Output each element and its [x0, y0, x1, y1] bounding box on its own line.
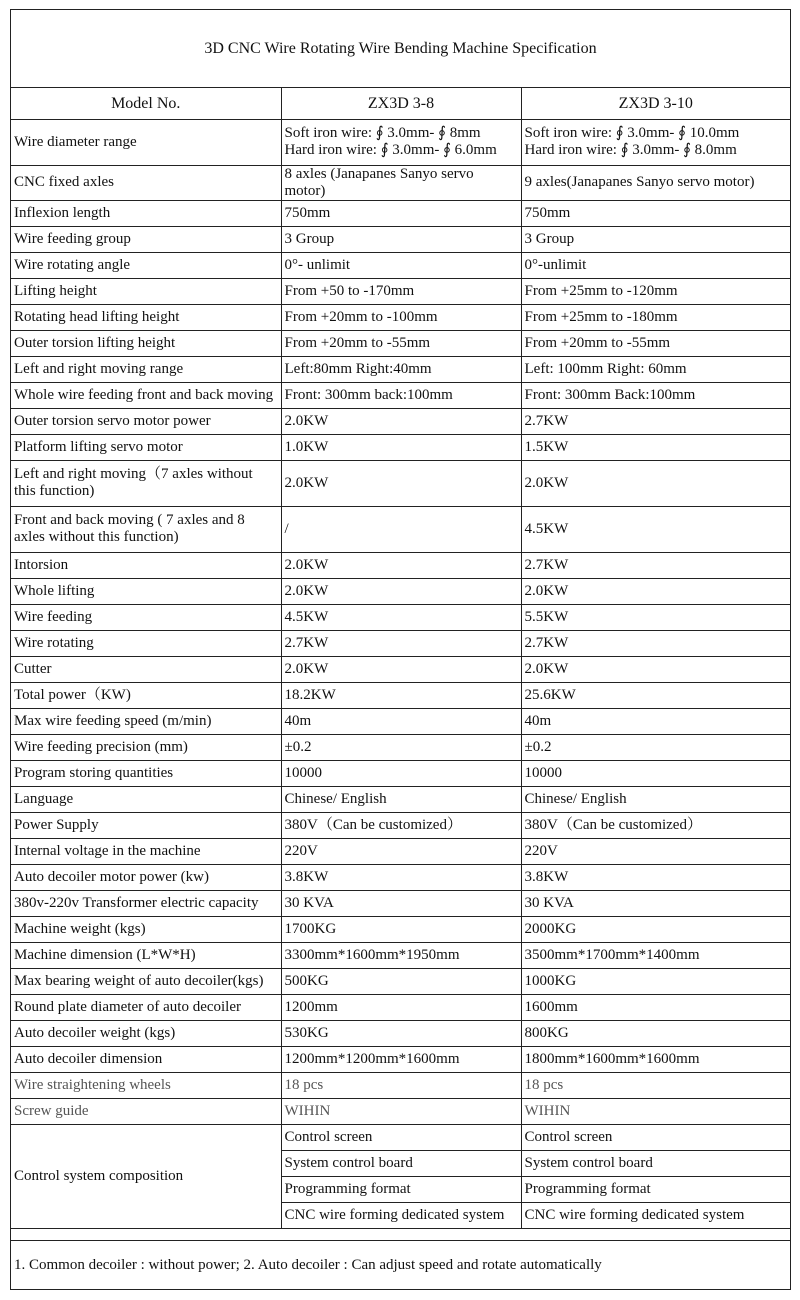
row-label: CNC fixed axles [11, 165, 281, 200]
value-zx3d-3-8: 750mm [281, 200, 521, 226]
value-zx3d-3-8: From +20mm to -100mm [281, 304, 521, 330]
value-zx3d-3-8: 0°- unlimit [281, 252, 521, 278]
value-zx3d-3-10: 10000 [521, 760, 790, 786]
value-zx3d-3-10: 2.7KW [521, 408, 790, 434]
value-zx3d-3-8: 2.0KW [281, 408, 521, 434]
value-zx3d-3-8: 1200mm [281, 994, 521, 1020]
value-zx3d-3-10: Chinese/ English [521, 786, 790, 812]
value-zx3d-3-10: ±0.2 [521, 734, 790, 760]
header-model-no: Model No. [11, 88, 281, 119]
table-row [11, 864, 790, 890]
control-item-zx3d-3-10: System control board [521, 1150, 790, 1176]
value-zx3d-3-10: 18 pcs [521, 1072, 790, 1098]
value-zx3d-3-10: WIHIN [521, 1098, 790, 1124]
value-zx3d-3-10: 2.0KW [521, 656, 790, 682]
table-row [11, 226, 790, 252]
value-zx3d-3-10: 25.6KW [521, 682, 790, 708]
table-row [11, 1124, 790, 1150]
control-item-zx3d-3-8: System control board [281, 1150, 521, 1176]
row-label: Total power（KW) [11, 682, 281, 708]
row-label: Wire diameter range [11, 119, 281, 165]
table-row [11, 578, 790, 604]
value-zx3d-3-8: 500KG [281, 968, 521, 994]
row-label: Language [11, 786, 281, 812]
value-zx3d-3-8: 220V [281, 838, 521, 864]
table-row [11, 330, 790, 356]
row-label: Lifting height [11, 278, 281, 304]
row-label: Max wire feeding speed (m/min) [11, 708, 281, 734]
value-zx3d-3-8: Chinese/ English [281, 786, 521, 812]
value-zx3d-3-10: 4.5KW [521, 506, 790, 552]
value-zx3d-3-8: 1200mm*1200mm*1600mm [281, 1046, 521, 1072]
row-label: Auto decoiler motor power (kw) [11, 864, 281, 890]
value-zx3d-3-8: 2.0KW [281, 578, 521, 604]
spec-table [11, 88, 790, 1229]
row-label: Machine dimension (L*W*H) [11, 942, 281, 968]
table-row [11, 734, 790, 760]
value-zx3d-3-10: 5.5KW [521, 604, 790, 630]
row-label: Screw guide [11, 1098, 281, 1124]
table-row [11, 460, 790, 506]
table-row [11, 838, 790, 864]
table-row [11, 408, 790, 434]
row-label: Intorsion [11, 552, 281, 578]
table-row [11, 630, 790, 656]
table-row [11, 356, 790, 382]
value-zx3d-3-8: 3 Group [281, 226, 521, 252]
value-zx3d-3-8: 2.7KW [281, 630, 521, 656]
value-zx3d-3-10: 750mm [521, 200, 790, 226]
value-zx3d-3-10: 9 axles(Janapanes Sanyo servo motor) [521, 165, 790, 200]
cell-line: Soft iron wire: ∮ 3.0mm- ∮ 10.0mm [524, 125, 740, 141]
row-label: Platform lifting servo motor [11, 434, 281, 460]
value-zx3d-3-10: 1000KG [521, 968, 790, 994]
value-zx3d-3-8: 1700KG [281, 916, 521, 942]
table-row [11, 812, 790, 838]
value-zx3d-3-8: Front: 300mm back:100mm [281, 382, 521, 408]
row-label: 380v-220v Transformer electric capacity [11, 890, 281, 916]
cell-line: Hard iron wire: ∮ 3.0mm- ∮ 6.0mm [284, 142, 497, 158]
value-zx3d-3-10 [521, 119, 790, 165]
value-zx3d-3-10: 1.5KW [521, 434, 790, 460]
row-label: Power Supply [11, 812, 281, 838]
value-zx3d-3-10: 800KG [521, 1020, 790, 1046]
value-zx3d-3-8 [281, 119, 521, 165]
value-zx3d-3-8: 2.0KW [281, 552, 521, 578]
row-label: Round plate diameter of auto decoiler [11, 994, 281, 1020]
value-zx3d-3-8: 4.5KW [281, 604, 521, 630]
row-label: Wire feeding [11, 604, 281, 630]
header-model-b: ZX3D 3-10 [521, 88, 790, 119]
table-row [11, 916, 790, 942]
row-label: Whole lifting [11, 578, 281, 604]
table-row [11, 506, 790, 552]
cell-line: Hard iron wire: ∮ 3.0mm- ∮ 8.0mm [524, 142, 737, 158]
value-zx3d-3-8: 2.0KW [281, 460, 521, 506]
value-zx3d-3-10: 40m [521, 708, 790, 734]
spec-table-body [11, 88, 790, 1228]
row-label: Auto decoiler weight (kgs) [11, 1020, 281, 1046]
table-row [11, 708, 790, 734]
value-zx3d-3-10: Front: 300mm Back:100mm [521, 382, 790, 408]
row-label: Internal voltage in the machine [11, 838, 281, 864]
control-item-zx3d-3-10: Programming format [521, 1176, 790, 1202]
table-row [11, 682, 790, 708]
value-zx3d-3-8: Left:80mm Right:40mm [281, 356, 521, 382]
table-row [11, 1072, 790, 1098]
table-row [11, 278, 790, 304]
value-zx3d-3-10: From +25mm to -120mm [521, 278, 790, 304]
value-zx3d-3-8: 380V（Can be customized） [281, 812, 521, 838]
row-label: Left and right moving（7 axles without this function) [11, 460, 281, 506]
value-zx3d-3-10: 2.0KW [521, 460, 790, 506]
table-row [11, 656, 790, 682]
table-row [11, 968, 790, 994]
row-label: Wire feeding precision (mm) [11, 734, 281, 760]
row-label: Wire rotating angle [11, 252, 281, 278]
table-row [11, 604, 790, 630]
row-label: Machine weight (kgs) [11, 916, 281, 942]
value-zx3d-3-8: From +20mm to -55mm [281, 330, 521, 356]
value-zx3d-3-8: 8 axles (Janapanes Sanyo servo motor) [281, 165, 521, 200]
row-label: Cutter [11, 656, 281, 682]
table-row [11, 1098, 790, 1124]
table-row [11, 760, 790, 786]
value-zx3d-3-10: 3.8KW [521, 864, 790, 890]
value-zx3d-3-10: 380V（Can be customized） [521, 812, 790, 838]
value-zx3d-3-10: 3500mm*1700mm*1400mm [521, 942, 790, 968]
row-label: Program storing quantities [11, 760, 281, 786]
row-label: Auto decoiler dimension [11, 1046, 281, 1072]
value-zx3d-3-10: 3 Group [521, 226, 790, 252]
value-zx3d-3-10: 2.7KW [521, 552, 790, 578]
table-row [11, 119, 790, 165]
value-zx3d-3-8: ±0.2 [281, 734, 521, 760]
control-item-zx3d-3-10: CNC wire forming dedicated system [521, 1202, 790, 1228]
header-model-a: ZX3D 3-8 [281, 88, 521, 119]
control-item-zx3d-3-8: CNC wire forming dedicated system [281, 1202, 521, 1228]
value-zx3d-3-10: 220V [521, 838, 790, 864]
table-row [11, 1046, 790, 1072]
value-zx3d-3-8: From +50 to -170mm [281, 278, 521, 304]
value-zx3d-3-10: 2.0KW [521, 578, 790, 604]
control-system-label: Control system composition [11, 1124, 281, 1228]
row-label: Left and right moving range [11, 356, 281, 382]
value-zx3d-3-8: 30 KVA [281, 890, 521, 916]
value-zx3d-3-10: From +20mm to -55mm [521, 330, 790, 356]
table-row [11, 994, 790, 1020]
value-zx3d-3-8: 530KG [281, 1020, 521, 1046]
row-label: Outer torsion lifting height [11, 330, 281, 356]
row-label: Front and back moving ( 7 axles and 8 axles without this function) [11, 506, 281, 552]
value-zx3d-3-10: 30 KVA [521, 890, 790, 916]
cell-line: Soft iron wire: ∮ 3.0mm- ∮ 8mm [284, 125, 481, 141]
value-zx3d-3-10: From +25mm to -180mm [521, 304, 790, 330]
table-row [11, 786, 790, 812]
value-zx3d-3-8: 3.8KW [281, 864, 521, 890]
value-zx3d-3-10: 1600mm [521, 994, 790, 1020]
table-row [11, 434, 790, 460]
value-zx3d-3-8: 1.0KW [281, 434, 521, 460]
table-row [11, 252, 790, 278]
value-zx3d-3-8: / [281, 506, 521, 552]
value-zx3d-3-8: 2.0KW [281, 656, 521, 682]
footnote: 1. Common decoiler : without power; 2. Auto decoiler : Can adjust speed and rotate automatically [11, 1240, 790, 1289]
row-label: Inflexion length [11, 200, 281, 226]
page-title: 3D CNC Wire Rotating Wire Bending Machine Specification [11, 10, 790, 88]
value-zx3d-3-10: 0°-unlimit [521, 252, 790, 278]
value-zx3d-3-10: 1800mm*1600mm*1600mm [521, 1046, 790, 1072]
row-label: Rotating head lifting height [11, 304, 281, 330]
control-item-zx3d-3-8: Control screen [281, 1124, 521, 1150]
row-label: Wire straightening wheels [11, 1072, 281, 1098]
value-zx3d-3-10: Left: 100mm Right: 60mm [521, 356, 790, 382]
value-zx3d-3-10: 2000KG [521, 916, 790, 942]
table-row [11, 552, 790, 578]
value-zx3d-3-8: 18.2KW [281, 682, 521, 708]
row-label: Max bearing weight of auto decoiler(kgs) [11, 968, 281, 994]
spec-sheet [10, 9, 791, 1290]
table-row [11, 382, 790, 408]
value-zx3d-3-8: WIHIN [281, 1098, 521, 1124]
value-zx3d-3-8: 10000 [281, 760, 521, 786]
control-item-zx3d-3-8: Programming format [281, 1176, 521, 1202]
value-zx3d-3-8: 18 pcs [281, 1072, 521, 1098]
table-row [11, 304, 790, 330]
table-row [11, 165, 790, 200]
control-item-zx3d-3-10: Control screen [521, 1124, 790, 1150]
value-zx3d-3-8: 40m [281, 708, 521, 734]
row-label: Outer torsion servo motor power [11, 408, 281, 434]
table-row [11, 1020, 790, 1046]
row-label: Wire feeding group [11, 226, 281, 252]
header-row [11, 88, 790, 119]
value-zx3d-3-10: 2.7KW [521, 630, 790, 656]
table-row [11, 890, 790, 916]
row-label: Wire rotating [11, 630, 281, 656]
table-row [11, 942, 790, 968]
row-label: Whole wire feeding front and back moving [11, 382, 281, 408]
table-row [11, 200, 790, 226]
value-zx3d-3-8: 3300mm*1600mm*1950mm [281, 942, 521, 968]
